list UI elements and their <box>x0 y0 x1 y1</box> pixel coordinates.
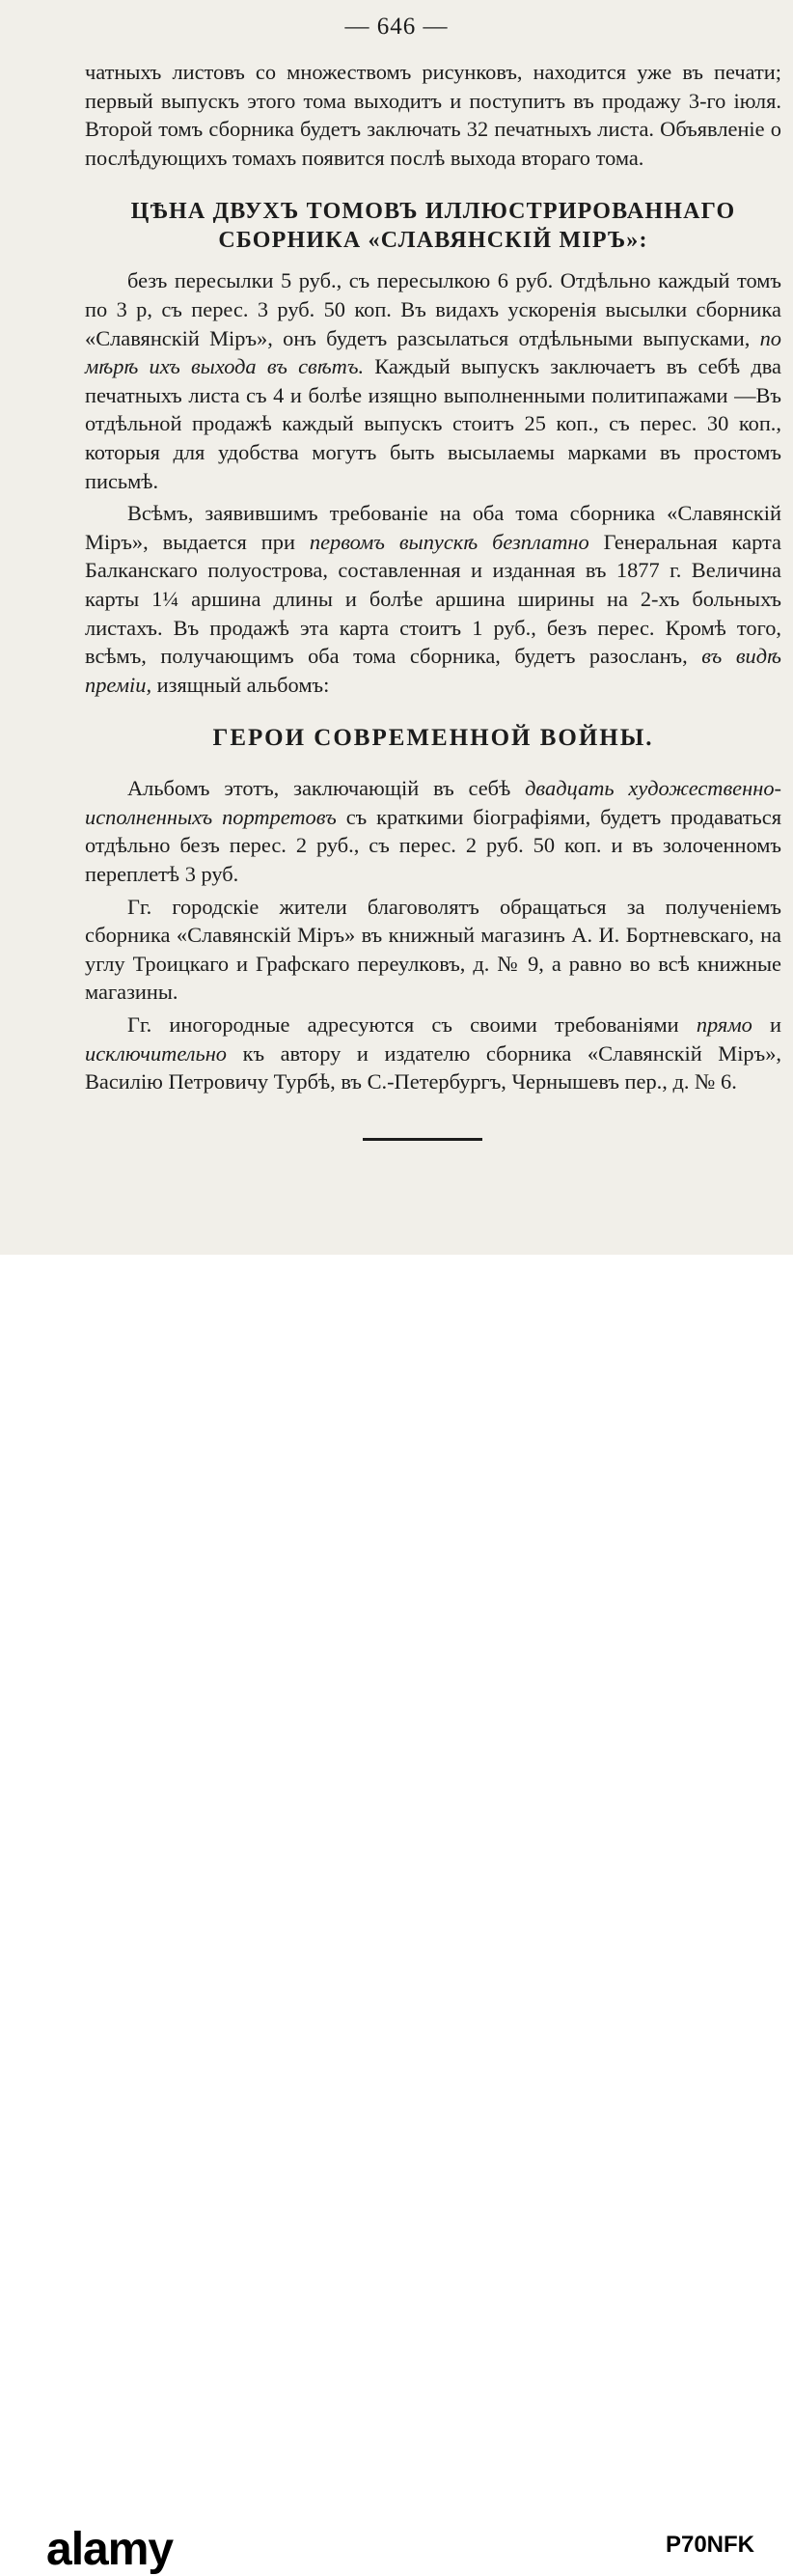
subscribers-text-b: Генеральная карта Балканскаго полуострова, составленная и изданная въ 1877 г. Величина карты 1¼ аршина длины и болѣе аршина ширины на 2-хъ больныхъ листахъ. Въ продажѣ эта карта стоитъ 1 руб., безъ перес. Кромѣ того, всѣмъ, получающимъ оба тома сборника, будетъ разосланъ, <box>85 529 781 669</box>
album-text-a: Альбомъ этотъ, заключающій въ себѣ <box>127 776 526 801</box>
city-paragraph: Гг. городскіе жители благоволятъ обращаться за полученіемъ сборника «Славянскій Міръ» въ книжный магазинъ А. И. Бортневскаго, на углу Троицкаго и Графскаго переулковъ, д. № 9, а равно во всѣ книжные магазины. <box>85 894 781 1005</box>
album-paragraph <box>85 774 781 888</box>
watermark-logo: alamy <box>46 2524 174 2575</box>
subscribers-text-a: Всѣмъ, заявившимъ требованіе на оба тома сборника «Славянскій Міръ», выдается при <box>85 501 781 554</box>
album-heading: ГЕРОИ СОВРЕМЕННОЙ ВОЙНЫ. <box>212 725 654 752</box>
watermark-bar <box>0 1255 793 2575</box>
opening-paragraph: чатныхъ листовъ со множествомъ рисунковъ, находится уже въ печати; первый выпускъ этого тома выходитъ и поступитъ въ продажу 3-го іюля. Второй томъ сборника будетъ заключать 32 печатныхъ листа. Объявленіе о послѣдующихъ томахъ появится послѣ выхода втораго тома. <box>85 60 781 170</box>
out-text-em2: исключительно <box>85 1040 227 1066</box>
out-text-em1: прямо <box>696 1012 752 1038</box>
out-text-b: и <box>752 1012 781 1038</box>
page-body <box>85 58 781 1096</box>
page-number: — 646 — <box>344 14 449 40</box>
price-text-a: безъ пересылки 5 руб., съ пересылкою 6 руб. Отдѣльно каждый томъ по 3 р, съ перес. 3 руб. 50 коп. Въ видахъ ускоренія высылки сборника «Славянскій Міръ», онъ будетъ разсылаться отдѣльными выпусками, <box>85 268 781 350</box>
price-text-em: по мѣрѣ ихъ выхода въ свѣтъ. <box>85 325 781 379</box>
book-page <box>0 0 793 1255</box>
album-text-em: двадцать художественно-исполненныхъ портретовъ <box>85 776 781 829</box>
out-text-a: Гг. иногородные адресуются съ своими требованіями <box>127 1012 697 1038</box>
watermark-image-id: P70NFK <box>665 2532 754 2558</box>
price-heading: ЦѢНА ДВУХЪ ТОМОВЪ ИЛЛЮСТРИРОВАННАГО СБОРНИКА «СЛАВЯНСКІЙ МІРЪ»: <box>130 199 736 254</box>
out-of-town-paragraph <box>85 1011 781 1096</box>
subscribers-text-em1: первомъ выпускѣ безплатно <box>309 529 589 554</box>
out-text-c: къ автору и издателю сборника «Славянскій Міръ», Василію Петровичу Турбѣ, въ С.-Петербургъ, Чернышевъ пер., д. № 6. <box>85 1040 781 1094</box>
subscribers-paragraph <box>85 499 781 699</box>
price-paragraph <box>85 266 781 495</box>
album-text-b: съ краткими біографіями, будетъ продаваться отдѣльно безъ перес. 2 руб., съ перес. 2 руб. 50 коп. и въ золоченномъ переплетѣ 3 руб. <box>85 804 781 887</box>
price-text-b: Каждый выпускъ заключаетъ въ себѣ два печатныхъ листа съ 4 и болѣе изящно выполненными политипажами —Въ отдѣльной продажѣ каждый выпускъ стоитъ 25 коп., съ перес. 30 коп., которыя для удобства могутъ быть высылаемы марками въ простомъ письмѣ. <box>85 354 781 493</box>
closing-rule <box>363 1138 482 1141</box>
subscribers-text-c: изящный альбомъ: <box>151 672 330 697</box>
subscribers-text-em2: въ видѣ преміи, <box>85 644 781 697</box>
